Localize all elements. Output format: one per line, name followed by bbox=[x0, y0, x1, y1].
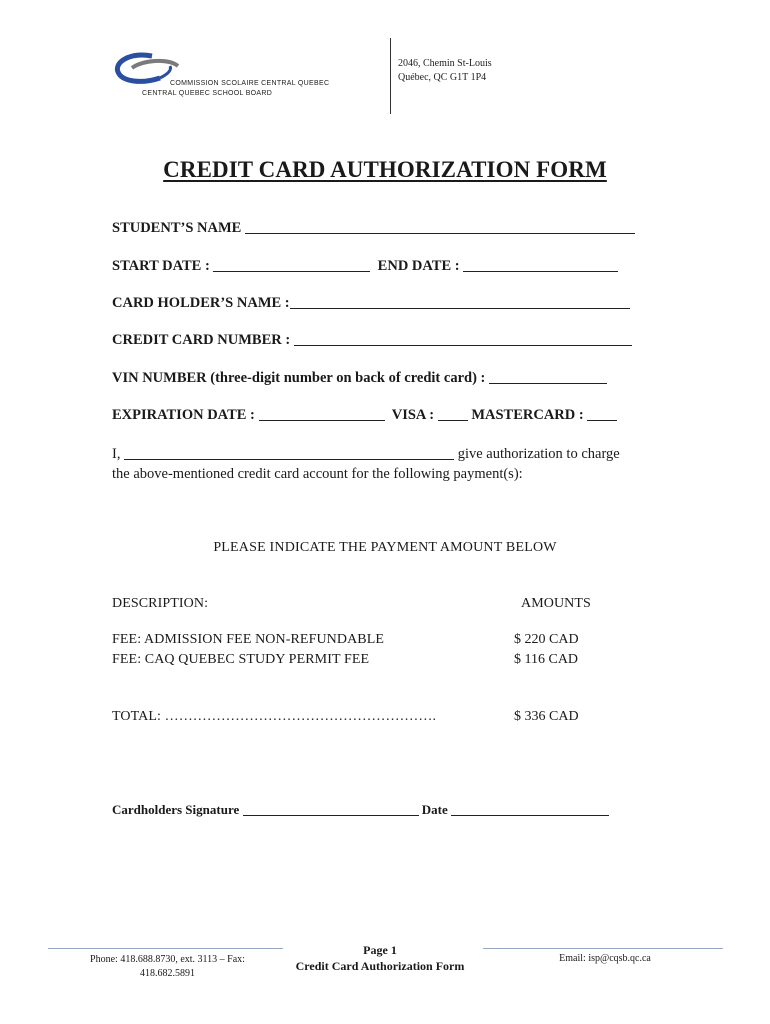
authorization-suffix: give authorization to charge bbox=[457, 446, 620, 462]
total-amount: $ 336 CAD bbox=[514, 709, 579, 724]
header-divider bbox=[390, 38, 391, 114]
card-holder-label: CARD HOLDER’S NAME : bbox=[112, 295, 290, 311]
footer-phone-line-1: Phone: 418.688.8730, ext. 3113 – Fax: bbox=[90, 954, 245, 965]
authorizer-name-blank[interactable] bbox=[124, 446, 454, 460]
logo-text-french: COMMISSION SCOLAIRE CENTRAL QUEBEC bbox=[170, 80, 330, 87]
end-date-label: END DATE : bbox=[377, 258, 460, 274]
footer-page-info bbox=[280, 942, 480, 974]
address-line-2: Québec, QC G1T 1P4 bbox=[398, 72, 487, 83]
signature-date-blank[interactable] bbox=[451, 803, 609, 816]
total-label: TOTAL: …………………………………………………. bbox=[112, 709, 437, 724]
fee-row-admission-amount: $ 220 CAD bbox=[514, 632, 579, 647]
expiration-label: EXPIRATION DATE : bbox=[112, 407, 255, 423]
signature-blank[interactable] bbox=[243, 803, 419, 816]
visa-label: VISA : bbox=[391, 407, 435, 423]
footer-email: Email: isp@cqsb.qc.ca bbox=[559, 953, 651, 964]
authorization-prefix: I, bbox=[112, 446, 121, 462]
end-date-blank[interactable] bbox=[463, 257, 618, 272]
visa-blank[interactable] bbox=[438, 406, 468, 421]
mastercard-label: MASTERCARD : bbox=[471, 407, 584, 423]
authorization-paragraph bbox=[112, 444, 657, 484]
card-holder-blank[interactable] bbox=[290, 294, 630, 309]
authorization-line-2: the above-mentioned credit card account for the following payment(s): bbox=[112, 466, 523, 482]
signature-label: Cardholders Signature bbox=[112, 802, 240, 817]
footer-phone-line-2: 418.682.5891 bbox=[140, 968, 195, 979]
dates-field bbox=[112, 257, 618, 275]
expiration-field bbox=[112, 406, 617, 424]
card-number-blank[interactable] bbox=[294, 331, 632, 346]
vin-number-field bbox=[112, 369, 607, 387]
student-name-blank[interactable] bbox=[245, 219, 635, 234]
payment-heading: PLEASE INDICATE THE PAYMENT AMOUNT BELOW bbox=[213, 540, 557, 555]
footer-form-name: Credit Card Authorization Form bbox=[295, 959, 465, 973]
card-holder-field bbox=[112, 294, 630, 312]
vin-number-label: VIN NUMBER (three-digit number on back of credit card) : bbox=[112, 370, 486, 386]
amounts-header: AMOUNTS bbox=[521, 596, 591, 611]
footer-rule-left bbox=[48, 948, 283, 949]
authorization-line-1 bbox=[112, 444, 657, 464]
vin-number-blank[interactable] bbox=[489, 369, 607, 384]
expiration-blank[interactable] bbox=[259, 406, 385, 421]
footer-rule-right bbox=[483, 948, 723, 949]
mastercard-blank[interactable] bbox=[587, 406, 617, 421]
address-block bbox=[398, 57, 492, 85]
signature-row bbox=[112, 802, 609, 818]
address-line-1: 2046, Chemin St-Louis bbox=[398, 58, 492, 69]
student-name-field bbox=[112, 219, 635, 237]
logo-text-english: CENTRAL QUEBEC SCHOOL BOARD bbox=[142, 90, 273, 97]
start-date-blank[interactable] bbox=[213, 257, 370, 272]
card-number-field bbox=[112, 331, 632, 349]
footer-phone bbox=[80, 953, 255, 981]
footer-page-number: Page 1 bbox=[363, 943, 397, 957]
description-header: DESCRIPTION: bbox=[112, 596, 209, 611]
card-number-label: CREDIT CARD NUMBER : bbox=[112, 332, 291, 348]
date-label: Date bbox=[421, 802, 448, 817]
fee-row-admission-description: FEE: ADMISSION FEE NON-REFUNDABLE bbox=[112, 632, 385, 647]
student-name-label: STUDENT’S NAME bbox=[112, 220, 242, 236]
fee-row-caq-description: FEE: CAQ QUEBEC STUDY PERMIT FEE bbox=[112, 652, 370, 667]
form-title: CREDIT CARD AUTHORIZATION FORM bbox=[163, 157, 607, 182]
fee-row-caq-amount: $ 116 CAD bbox=[514, 652, 579, 667]
start-date-label: START DATE : bbox=[112, 258, 210, 274]
